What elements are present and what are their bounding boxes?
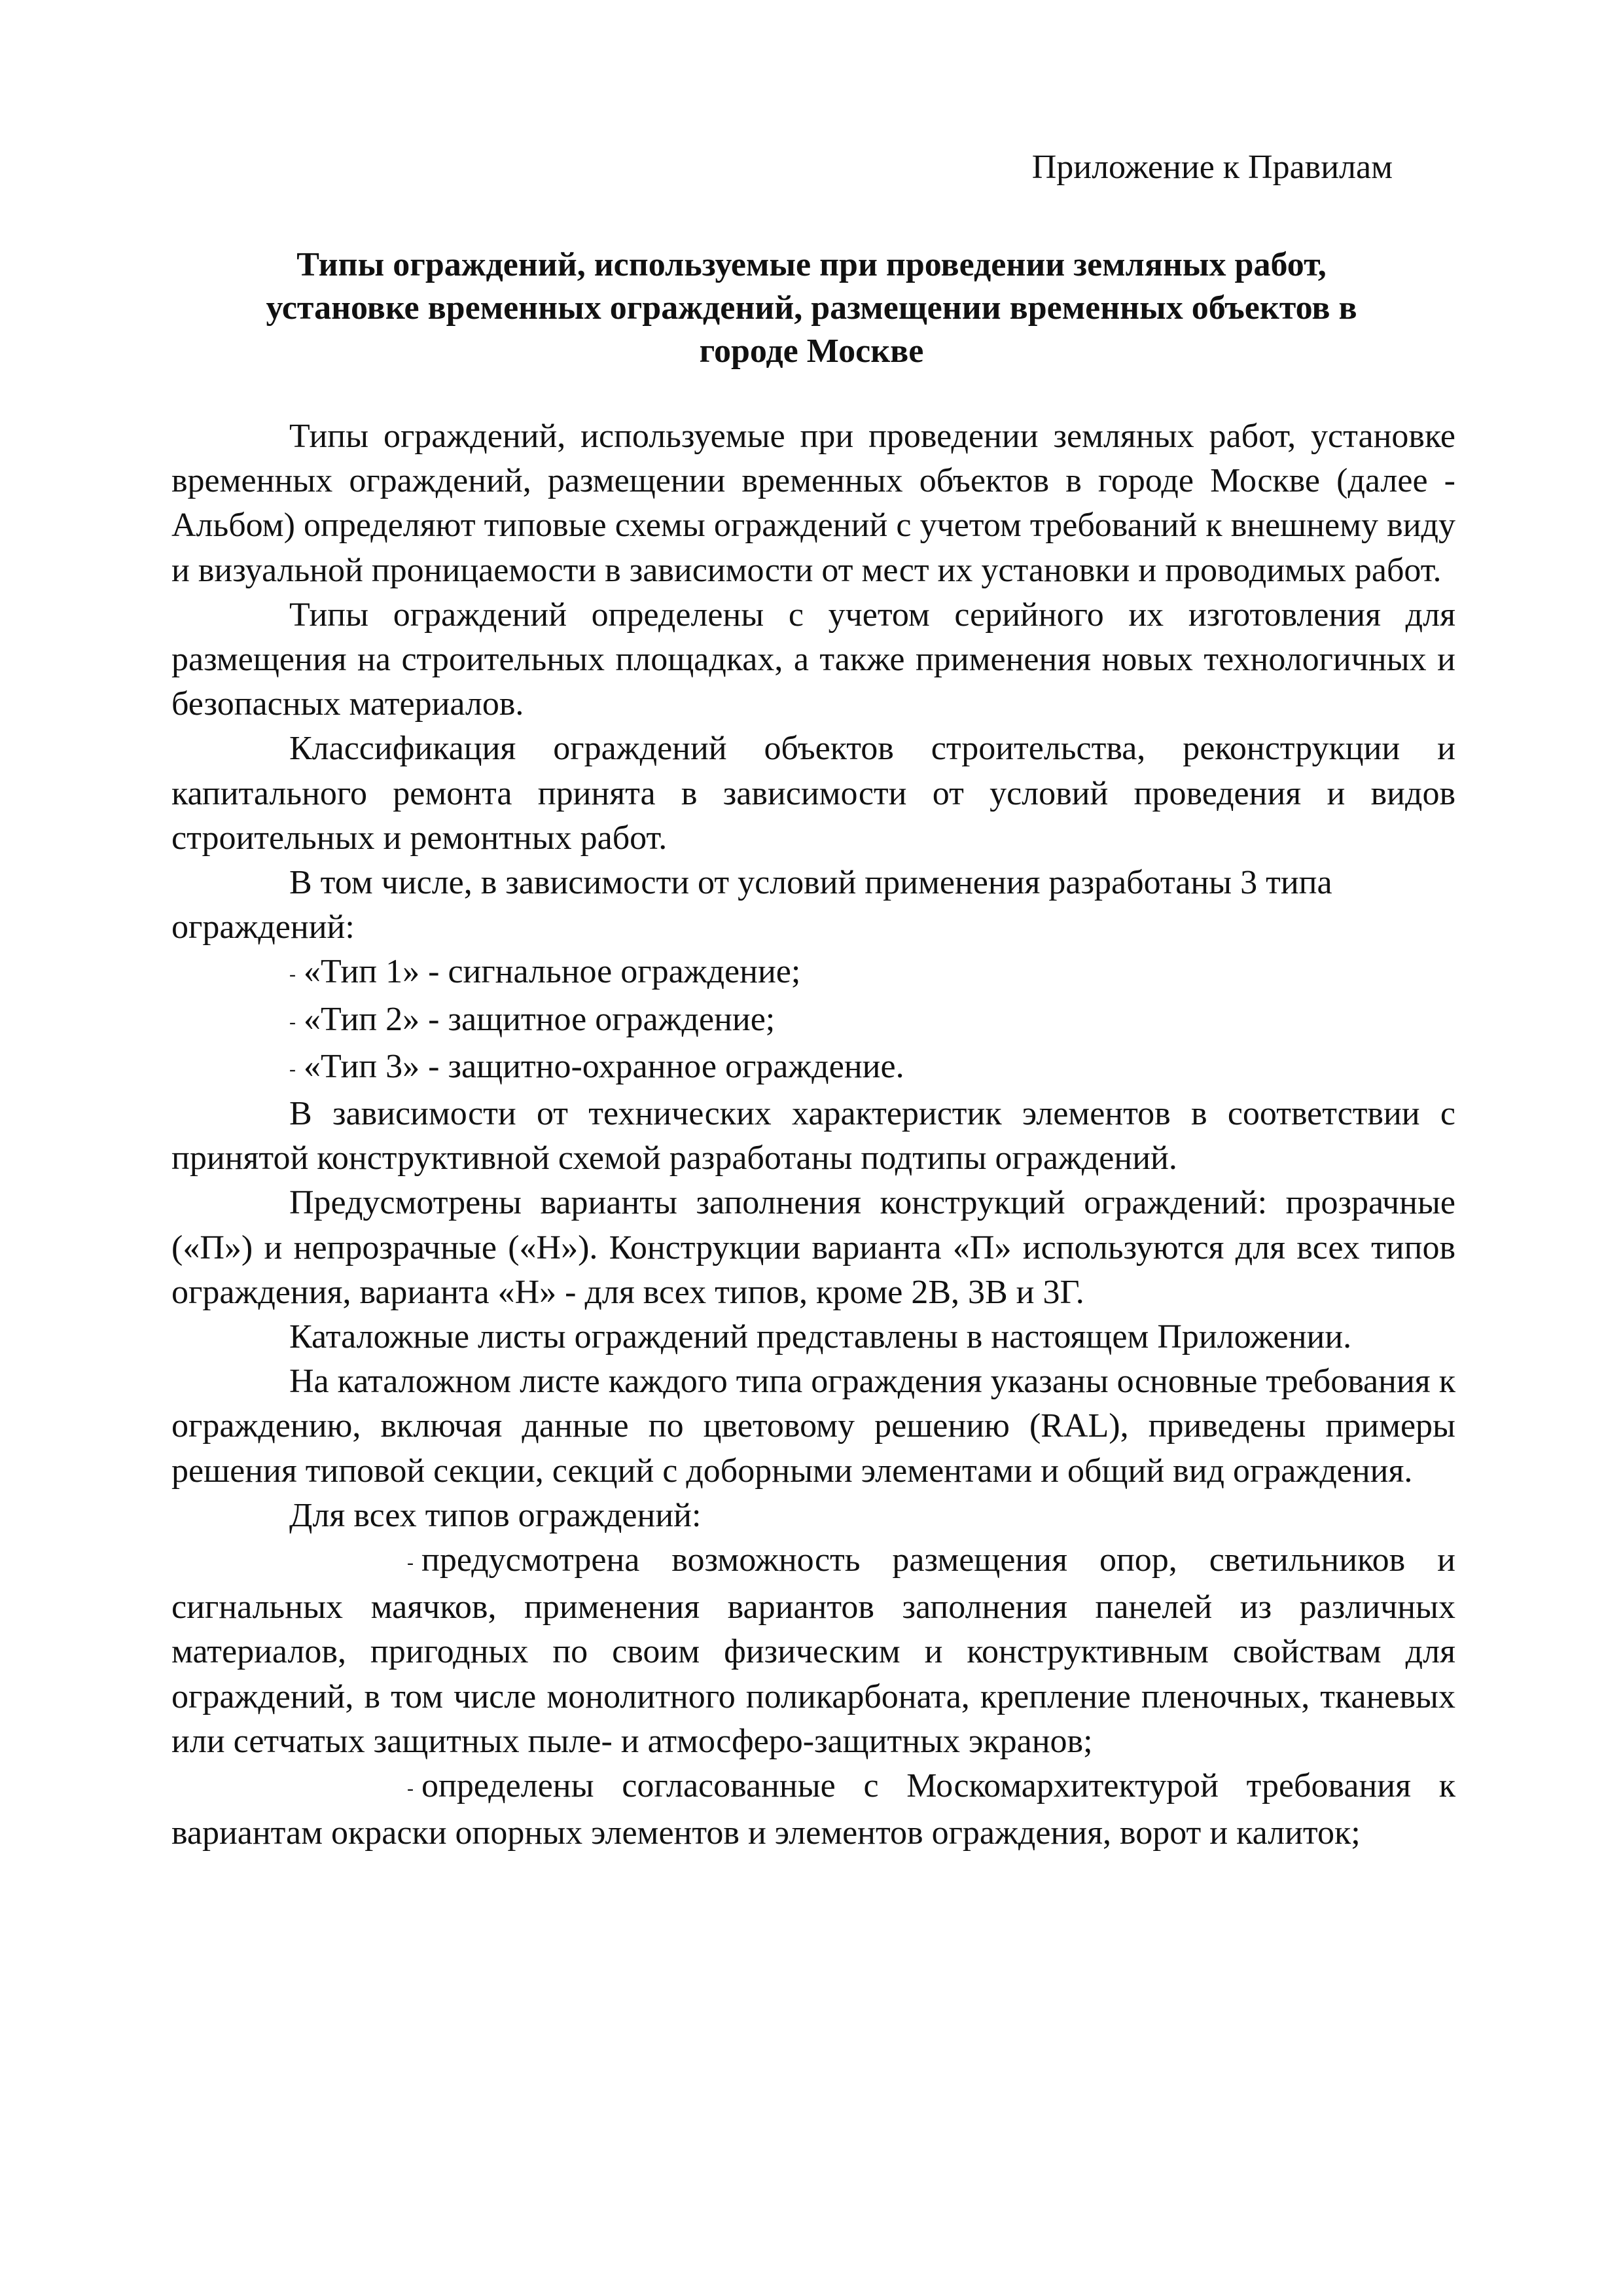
document-body: [171, 414, 1455, 1856]
paragraph-types-intro: В том числе, в зависимости от условий применения разработаны 3 типа ограждений:: [171, 864, 1332, 946]
paragraph-catalog-content: На каталожном листе каждого типа ограждения указаны основные требования к ограждению, включая данные по цветовому решению (RAL), приведены примеры решения типовой секции, секций с доборными элементами и общий вид ограждения.: [171, 1363, 1455, 1490]
paragraph-fill-variants: Предусмотрены варианты заполнения конструкций ограждений: прозрачные («П») и непрозрачные («Н»). Конструкции варианта «П» используются для всех типов ограждения, варианта «Н» - для всех типов, кроме 2В, 3В и 3Г.: [171, 1184, 1455, 1311]
paragraph-serial: Типы ограждений определены с учетом серийного их изготовления для размещения на строительных площадках, а также применения новых технологичных и безопасных материалов.: [171, 596, 1455, 723]
fence-type-list: [171, 950, 1455, 1091]
paragraph-subtypes: В зависимости от технических характеристик элементов в соответствии с принятой конструктивной схемой разработаны подтипы ограждений.: [171, 1094, 1455, 1177]
title-line: установке временных ограждений, размещении временных объектов в: [266, 289, 1357, 327]
list-item: [171, 1764, 1455, 1856]
dash-marker: -: [289, 963, 296, 986]
paragraph-classification: Классификация ограждений объектов строительства, реконструкции и капитального ремонта принята в зависимости от условий проведения и видов строительных и ремонтных работ.: [171, 730, 1455, 857]
dash-marker: -: [289, 1011, 296, 1033]
title-line: Типы ограждений, используемые при проведении земляных работ,: [296, 246, 1327, 283]
list-item: [171, 1045, 1455, 1092]
document-title: [196, 243, 1427, 373]
list-item-text: «Тип 2» - защитное ограждение;: [304, 1000, 776, 1038]
list-item: [171, 950, 1455, 997]
list-item-text: определены согласованные с Москомархитектурой требования к вариантам окраски опорных элементов и элементов ограждения, ворот и калиток;: [171, 1767, 1455, 1852]
list-item-text: предусмотрена возможность размещения опор, светильников и сигнальных маячков, применения вариантов заполнения панелей из различных материалов, пригодных по своим физическим и конструктивным свойствам для ограждений, в том числе монолитного поликарбоната, крепление пленочных, тканевых или сетчатых защитных пыле- и атмосферо-защитных экранов;: [171, 1541, 1455, 1760]
paragraph-catalog-sheets: Каталожные листы ограждений представлены в настоящем Приложении.: [289, 1318, 1352, 1355]
paragraph-intro: Типы ограждений, используемые при проведении земляных работ, установке временных ограждений, размещении временных объектов в городе Москве (далее - Альбом) определяют типовые схемы ограждений с учетом требований к внешнему виду и визуальной проницаемости в зависимости от мест их установки и проводимых работ.: [171, 418, 1455, 589]
dash-marker: -: [289, 1058, 296, 1080]
dash-marker: -: [407, 1551, 414, 1573]
list-item-text: «Тип 1» - сигнальное ограждение;: [304, 953, 801, 991]
list-item: [171, 997, 1455, 1045]
appendix-label: Приложение к Правилам: [1031, 149, 1393, 186]
dash-marker: -: [407, 1777, 414, 1799]
paragraph-all-types-intro: Для всех типов ограждений:: [289, 1496, 702, 1534]
list-item: [171, 1538, 1455, 1764]
list-item-text: «Тип 3» - защитно-охранное ограждение.: [304, 1047, 904, 1085]
title-line: городе Москве: [699, 332, 924, 370]
